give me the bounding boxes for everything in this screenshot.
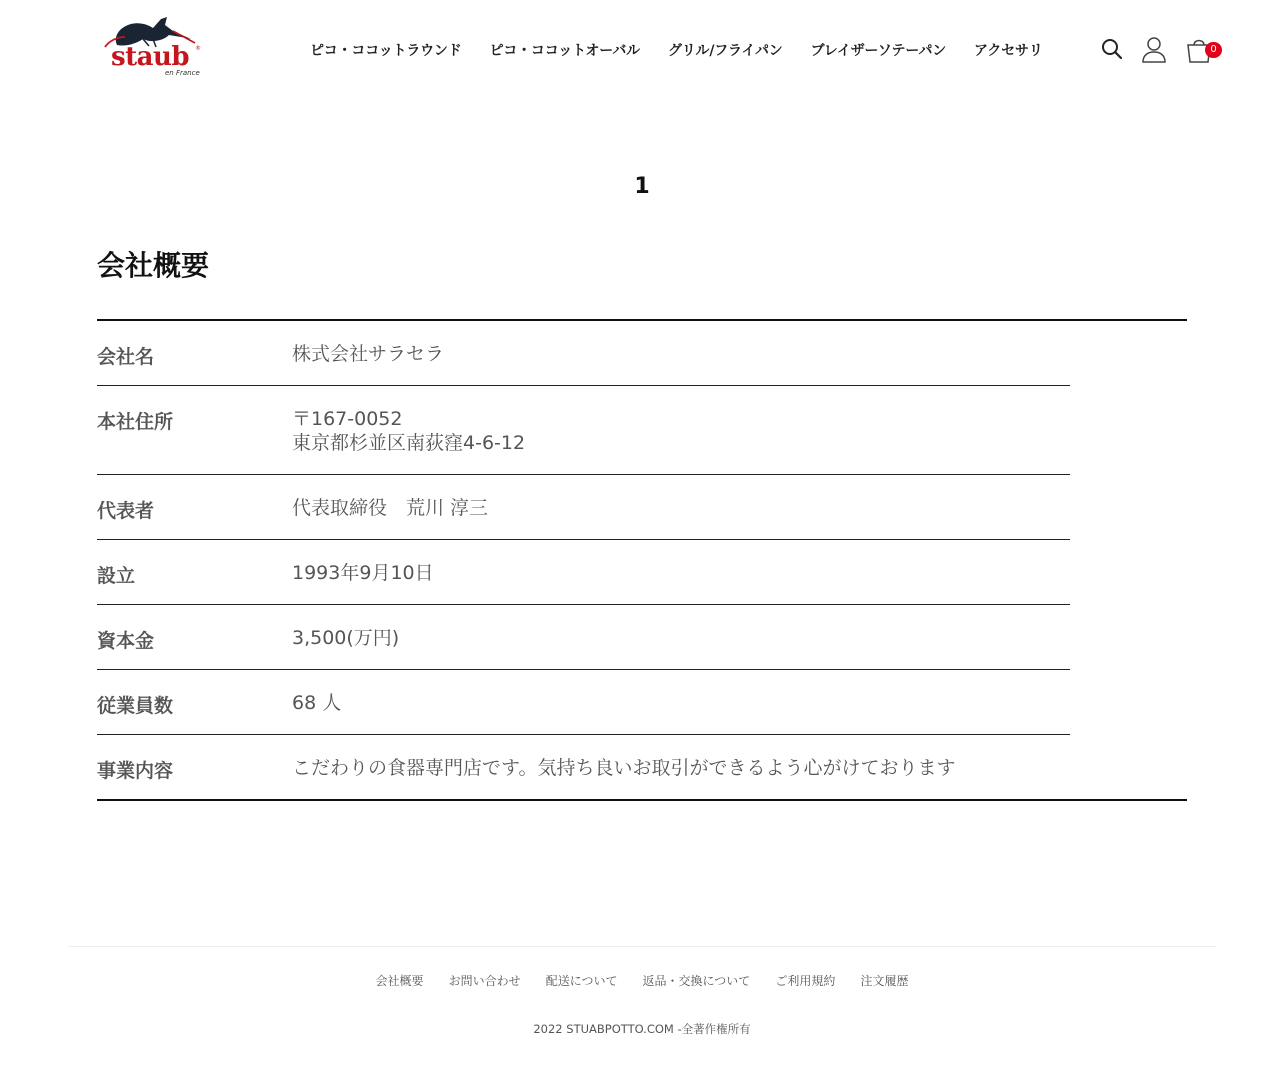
footer-link-shipping[interactable]: 配送について [545, 974, 618, 988]
site-header [0, 0, 1284, 100]
row-label: 事業内容 [97, 760, 174, 782]
logo-wordmark: staub [111, 42, 190, 72]
row-divider [97, 385, 1070, 386]
row-value: こだわりの食器専門店です。気持ち良いお取引ができるよう心がけております [292, 757, 956, 779]
footer-link-contact[interactable]: お問い合わせ [448, 974, 521, 988]
row-value: 3,500(万円) [292, 627, 400, 649]
footer-link-returns[interactable]: 返品・交換について [642, 974, 751, 988]
row-label: 従業員数 [97, 695, 174, 717]
cart-count-badge: 0 [1205, 42, 1222, 58]
footer-divider [68, 946, 1216, 947]
nav-item-pico-cocotte-round[interactable]: ピコ・ココットラウンド [310, 43, 462, 59]
table-top-divider [97, 319, 1187, 321]
row-value: 68 人 [292, 692, 342, 714]
nav-item-grill-frypan[interactable]: グリル/フライパン [667, 43, 783, 59]
row-divider [97, 734, 1070, 735]
copyright-text: 2022 STUABPOTTO.COM -全著作権所有 [533, 1022, 751, 1036]
page-title: 会社概要 [97, 249, 210, 282]
table-bottom-divider [97, 799, 1187, 801]
row-value: 代表取締役 荒川 淳三 [292, 497, 489, 519]
main-nav [310, 40, 1043, 60]
row-value: 株式会社サラセラ [292, 343, 445, 365]
footer-link-terms[interactable]: ご利用規約 [775, 974, 836, 988]
logo-registered-mark: ® [195, 45, 201, 52]
row-label: 本社住所 [97, 411, 174, 433]
nav-item-accessories[interactable]: アクセサリ [974, 43, 1043, 59]
row-label: 設立 [97, 565, 136, 587]
search-icon[interactable] [1100, 37, 1124, 61]
footer-links [0, 970, 1284, 989]
row-divider [97, 604, 1070, 605]
user-icon[interactable] [1141, 36, 1167, 63]
page-number: 1 [634, 174, 650, 199]
row-value-postcode: 〒167-0052 [292, 408, 403, 430]
row-label: 代表者 [97, 500, 155, 522]
row-value-address: 東京都杉並区南荻窪4-6-12 [292, 432, 526, 454]
row-value: 1993年9月10日 [292, 562, 434, 584]
footer-link-company[interactable]: 会社概要 [375, 974, 424, 988]
staub-logo[interactable] [103, 15, 201, 79]
nav-item-braiser-saute-pan[interactable]: ブレイザーソテーパン [810, 43, 947, 59]
row-label: 会社名 [97, 346, 155, 368]
logo-subtitle: en France [165, 69, 200, 77]
row-divider [97, 669, 1070, 670]
nav-item-pico-cocotte-oval[interactable]: ピコ・ココットオーバル [489, 43, 640, 59]
row-label: 資本金 [97, 630, 155, 652]
footer-link-order-history[interactable]: 注文履歴 [860, 974, 909, 988]
row-divider [97, 539, 1070, 540]
row-divider [97, 474, 1070, 475]
